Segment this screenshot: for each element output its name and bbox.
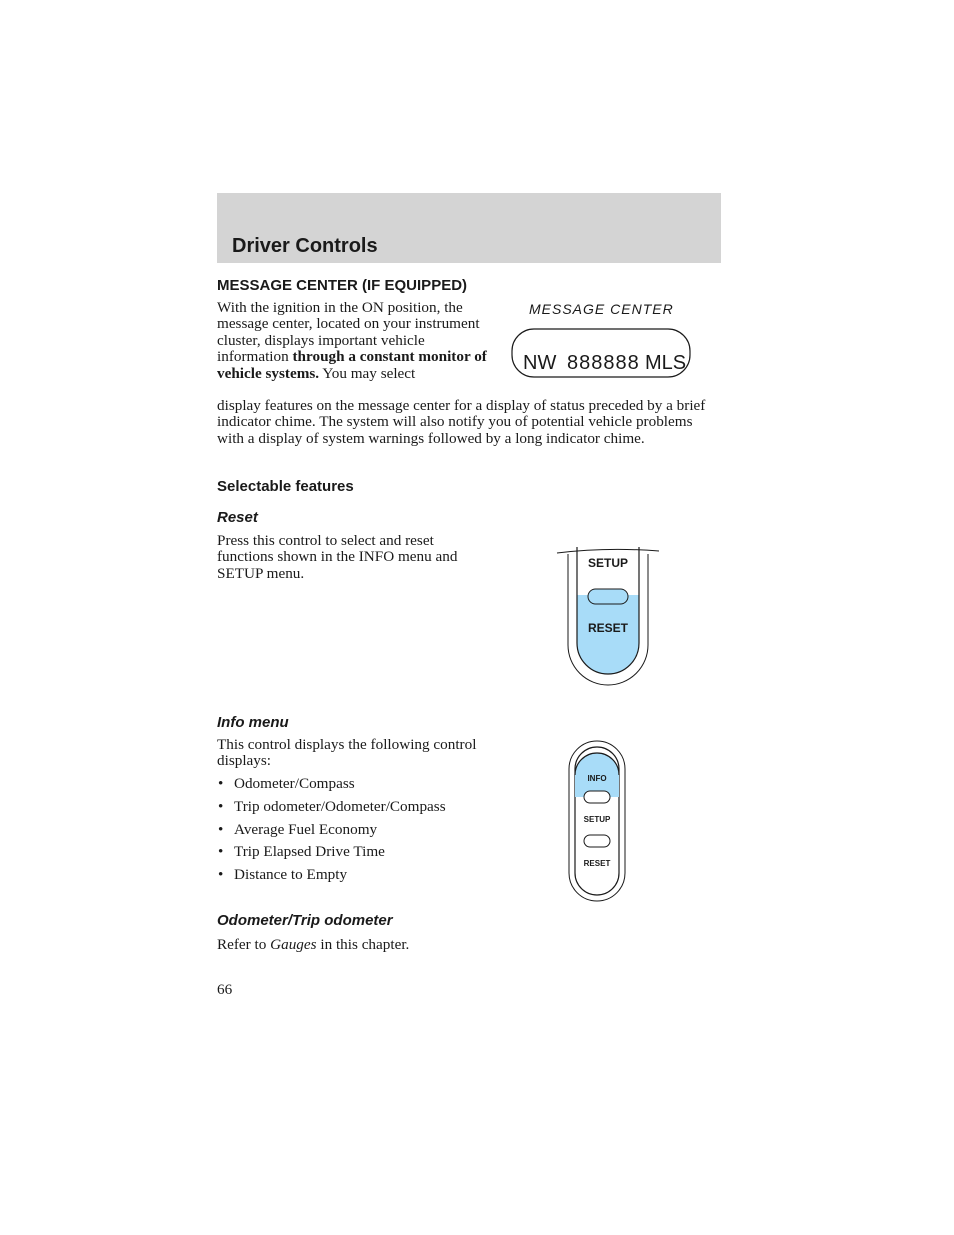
info-control-figure [566,738,628,904]
reset-control-figure [555,545,663,687]
divider-pill [588,589,628,604]
chapter-header [217,193,721,263]
odometer-text-after: in this chapter. [320,936,410,953]
odometer-paragraph [217,937,617,953]
odometer-text-before: Refer to [217,936,267,953]
list-item: • Average Fuel Economy [217,822,507,845]
setup-label: SETUP [587,556,629,570]
section-title: MESSAGE CENTER (IF EQUIPPED) [217,277,468,294]
selectable-features-heading: Selectable features [217,478,354,495]
info-menu-heading: Info menu [217,714,289,731]
intro-text-part2: You may select [322,364,416,382]
list-item: • Trip Elapsed Drive Time [217,844,507,867]
message-center-label: MESSAGE CENTER [529,301,674,317]
info-menu-list [217,776,507,890]
page-number: 66 [217,981,233,998]
reset-highlight [577,595,639,685]
bezel-top-edge [557,549,659,553]
display-direction: NW [523,352,557,374]
reset-heading: Reset [217,509,258,526]
setup-label: SETUP [583,815,611,824]
list-item: • Distance to Empty [217,867,507,890]
info-menu-paragraph: This control displays the following control displays: [217,736,477,770]
list-item: • Odometer/Compass [217,776,507,799]
chapter-title: Driver Controls [232,235,378,257]
divider-pill [584,835,610,847]
list-item: • Trip odometer/Odometer/Compass [217,799,507,822]
intro-paragraph-continued: display features on the message center for a display of status preceded by a brief indicator chime. The system will also notify you of potential vehicle problems with a display of system warnings followed by a long indicator chime. [217,397,706,447]
odometer-heading: Odometer/Trip odometer [217,912,393,929]
reset-label: RESET [587,621,629,635]
odometer-text-link: Gauges [270,936,317,953]
intro-text-part1: With the ignition in the ON position, the message center, located on your instrument cluster, displays important vehicle information [217,299,480,366]
display-digits: 888888 [567,352,640,374]
info-label: INFO [587,774,607,783]
reset-paragraph: Press this control to select and reset functions shown in the INFO menu and SETUP menu. [217,532,458,582]
intro-text-bold: through a constant monitor of vehicle systems. [217,348,487,382]
display-units: MLS [645,352,687,374]
intro-paragraph [217,300,487,382]
reset-label: RESET [583,859,611,868]
divider-pill [584,791,610,803]
message-center-figure [505,298,701,382]
